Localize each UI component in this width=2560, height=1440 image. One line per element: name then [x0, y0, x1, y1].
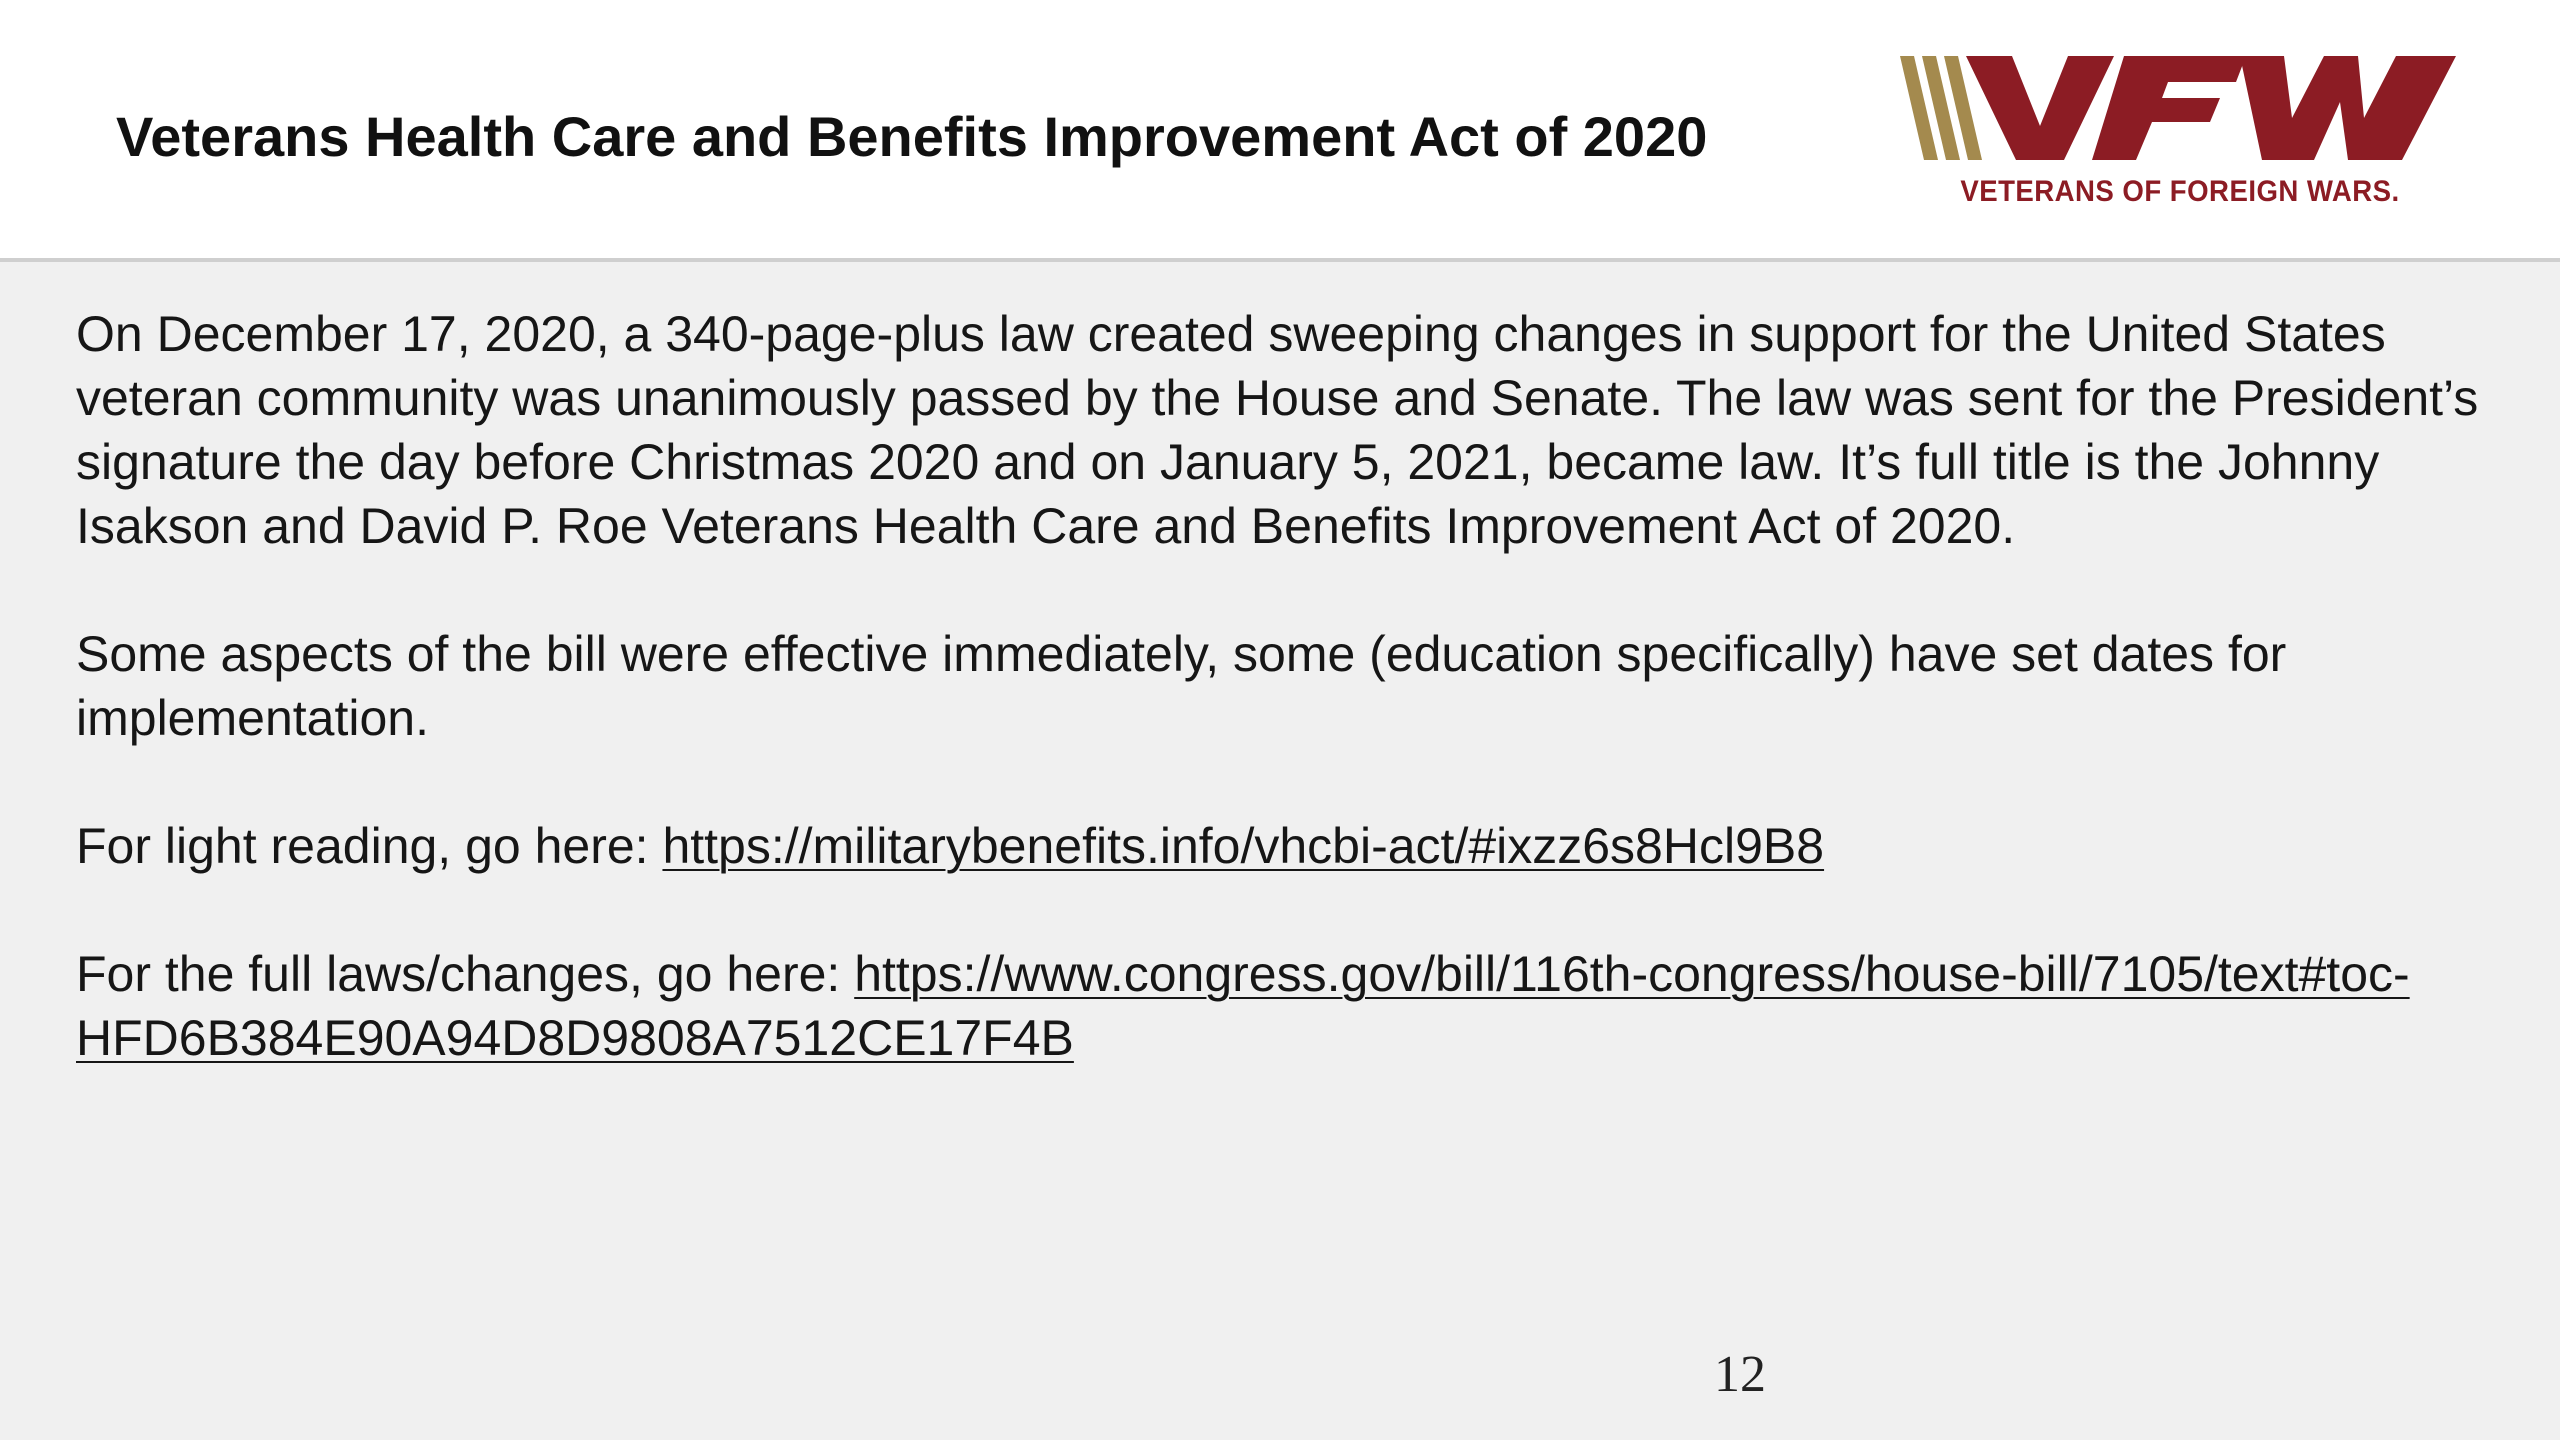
slide-header: [0, 0, 2560, 258]
vfw-logo-mark: [1900, 56, 2460, 168]
slide-body: [0, 262, 2560, 1440]
full-laws-paragraph: [76, 942, 2496, 1070]
body-text: [76, 302, 2496, 1134]
vfw-logo: [1900, 56, 2460, 212]
light-reading-paragraph: [76, 814, 2496, 878]
light-reading-prefix: For light reading, go here:: [76, 818, 663, 874]
intro-paragraph: On December 17, 2020, a 340-page-plus law created sweeping changes in support for the United States veteran community was unanimously passed by the House and Senate. The law was sent for the President’s signature the day before Christmas 2020 and on January 5, 2021, became law. It’s full title is the Johnny Isakson and David P. Roe Veterans Health Care and Benefits Improvement Act of 2020.: [76, 306, 2479, 554]
full-laws-link[interactable]: https://www.congress.gov/bill/116th-congress/house-bill/7105/text#toc-HFD6B384E90A94D8D9808A7512CE17F4B: [76, 946, 2410, 1066]
implementation-paragraph: Some aspects of the bill were effective immediately, some (education specifically) have set dates for implementation.: [76, 626, 2287, 746]
logo-tagline: VETERANS OF FOREIGN WARS.: [1960, 175, 2400, 208]
light-reading-link[interactable]: https://militarybenefits.info/vhcbi-act/#ixzz6s8Hcl9B8: [662, 818, 1825, 874]
slide-title: Veterans Health Care and Benefits Improvement Act of 2020: [116, 105, 1708, 168]
full-laws-prefix: For the full laws/changes, go here:: [76, 946, 855, 1002]
page-number: 12: [1714, 1346, 1766, 1403]
